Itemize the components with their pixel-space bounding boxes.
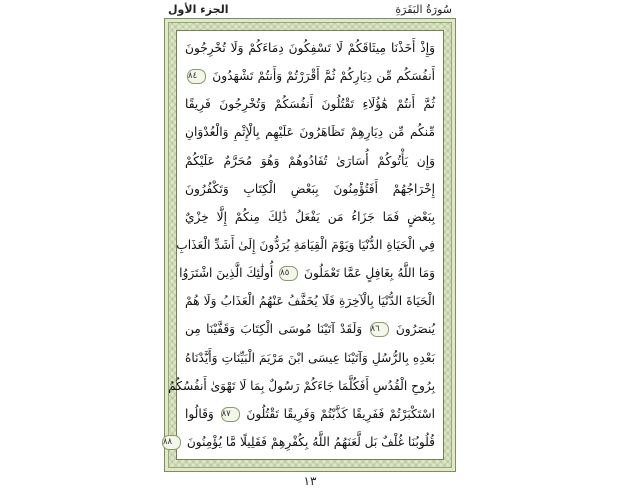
verse-text: بِبَعْضٍ فَمَا جَزَاءُ مَن يَفْعَلُ ذَٰلِكَ مِنكُمْ إِلَّا خِزْيٌ [185,209,435,224]
verse-line [185,178,435,200]
ayah-number-marker: ٨٨ [162,435,181,450]
verse-line [185,318,435,340]
verse-text: الْحَيَاةَ الدُّنْيَا بِالْآخِرَةِ فَلَا يُخَفَّفُ عَنْهُمُ الْعَذَابُ وَلَا هُمْ [185,294,435,309]
verse-text: إِخْرَاجُهُمْ أَفَتُؤْمِنُونَ بِبَعْضِ الْكِتَابِ وَتَكْفُرُونَ [185,181,435,196]
verse-line [185,121,435,143]
frame-border-pattern [162,22,452,468]
verse-line [179,262,435,284]
verse-line [162,431,435,453]
verse-text: اسْتَكْبَرْتُمْ فَفَرِيقًا كَذَّبْتُمْ وَفَرِيقًا تَقْتُلُونَ [246,406,436,421]
verse-text: بَعْدِهِ بِالرُّسُلِ وَآتَيْنَا عِيسَى ابْنَ مَرْيَمَ الْبَيِّنَاتِ وَأَيَّدْنَاهُ [185,350,435,365]
verse-line [185,37,435,59]
verse-text: فِي الْحَيَاةِ الدُّنْيَا وَيَوْمَ الْقِيَامَةِ يُرَدُّونَ إِلَىٰ أَشَدِّ الْعَذَابِ [176,237,435,252]
verse-text: مِّنكُم مِّن دِيَارِهِمْ تَظَاهَرُونَ عَلَيْهِم بِالْإِثْمِ وَالْعُدْوَانِ [185,125,435,140]
verse-text: وَمَا اللَّهُ بِغَافِلٍ عَمَّا تَعْمَلُونَ [304,266,435,281]
verse-text: أُولَٰئِكَ الَّذِينَ اشْتَرَوُا [179,266,274,281]
verse-line [185,150,435,172]
surah-name-header: سُورَةُ البَقَرَةِ [395,3,452,16]
verse-text: وَإِن يَأْتُوكُمْ أُسَارَىٰ تُفَادُوهُمْ وَهُوَ مُحَرَّمٌ عَلَيْكُمْ [185,153,435,168]
verse-text: قُلُوبُنَا غُلْفٌ بَل لَّعَنَهُمُ اللَّهُ بِكُفْرِهِمْ فَقَلِيلًا مَّا يُؤْمِنُونَ [186,434,435,449]
verse-text: وَقَالُوا [185,406,214,421]
ayah-number-marker: ٨٥ [279,266,298,281]
verse-text: وَإِذْ أَخَذْنَا مِيثَاقَكُمْ لَا تَسْفِكُونَ دِمَاءَكُمْ وَلَا تُخْرِجُونَ [185,41,435,55]
juz-header: الجزء الأول [168,3,229,16]
verse-text: وَلَقَدْ آتَيْنَا مُوسَى الْكِتَابَ وَقَفَّيْنَا مِن [185,322,363,337]
page-number: ١٣ [303,474,317,488]
verse-text: يُنصَرُونَ [395,322,436,337]
verse-line [185,290,435,312]
verse-line [185,403,435,425]
ayah-number-marker: ٨٤ [187,69,206,84]
ayah-number-marker: ٨٧ [221,407,240,422]
verse-line [185,65,435,87]
verse-lines [162,37,436,453]
verse-line [176,234,435,256]
verse-line [185,206,435,228]
ayah-number-marker: ٨٦ [370,322,389,337]
verse-line [185,93,435,115]
verse-text: أَنفُسَكُم مِّن دِيَارِكُمْ ثُمَّ أَقْرَرْتُمْ وَأَنتُمْ تَشْهَدُونَ [212,69,436,84]
text-panel [162,30,444,460]
verse-text: بِرُوحِ الْقُدُسِ أَفَكُلَّمَا جَاءَكُمْ رَسُولٌ بِمَا لَا تَهْوَىٰ أَنفُسُكُمُ [168,378,435,393]
verse-line [168,375,435,397]
verse-line [185,347,435,369]
verse-text: ثُمَّ أَنتُمْ هَٰؤُلَاءِ تَقْتُلُونَ أَنفُسَكُمْ وَتُخْرِجُونَ فَرِيقًا [185,97,435,112]
ornamental-frame [164,18,456,472]
